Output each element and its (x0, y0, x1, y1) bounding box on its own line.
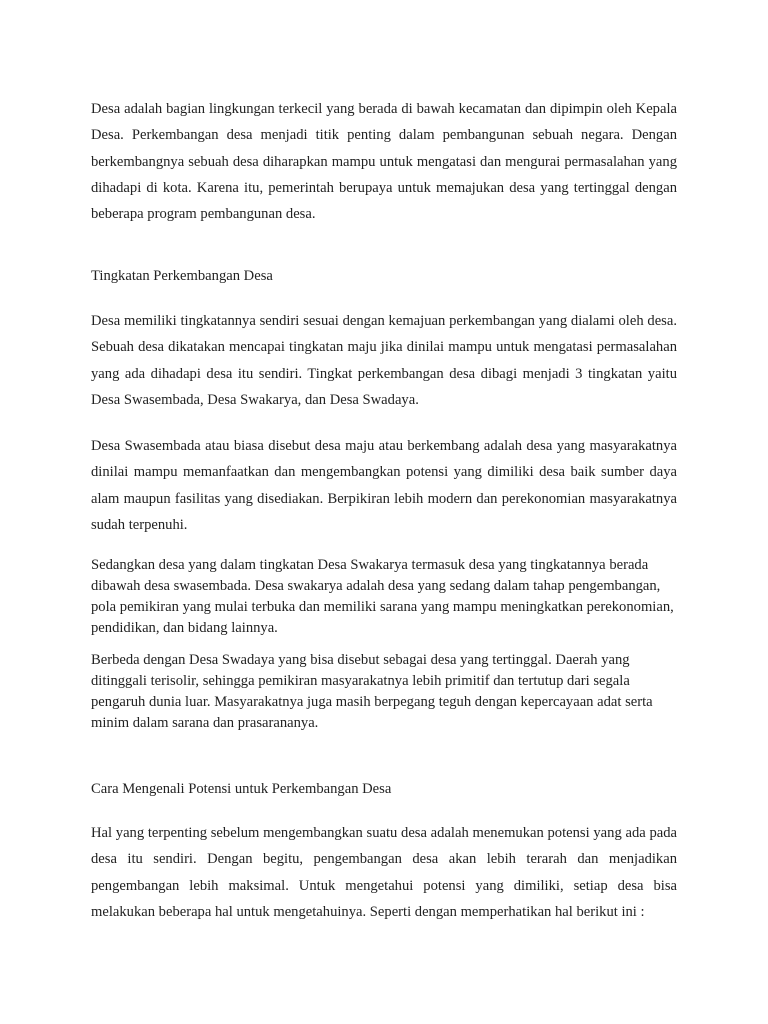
section-heading-cara-mengenali: Cara Mengenali Potensi untuk Perkembangan Desa (91, 781, 392, 797)
section-heading-tingkatan: Tingkatan Perkembangan Desa (91, 268, 273, 284)
paragraph-desa-swasembada: Desa Swasembada atau biasa disebut desa maju atau berkembang adalah desa yang masyarakatnya dinilai mampu memanfaatkan dan mengembangkan potensi yang dimiliki desa baik sumber daya alam maupun fasilitas yang disediakan. Berpikiran lebih modern dan perekonomian masyarakatnya sudah terpenuhi. (91, 438, 677, 533)
intro-paragraph: Desa adalah bagian lingkungan terkecil yang berada di bawah kecamatan dan dipimpin oleh Kepala Desa. Perkembangan desa menjadi titik penting dalam pembangunan sebuah negara. Dengan berkembangnya sebuah desa diharapkan mampu untuk mengatasi dan mengurai permasalahan yang dihadapi di kota. Karena itu, pemerintah berupaya untuk memajukan desa yang tertinggal dengan beberapa program pembangunan desa. (91, 101, 677, 223)
paragraph-tingkatan-overview: Desa memiliki tingkatannya sendiri sesuai dengan kemajuan perkembangan yang dialami oleh desa. Sebuah desa dikatakan mencapai tingkatan maju jika dinilai mampu untuk mengatasi permasalahan yang ada dihadapi desa itu sendiri. Tingkat perkembangan desa dibagi menjadi 3 tingkatan yaitu Desa Swasembada, Desa Swakarya, dan Desa Swadaya. (91, 313, 677, 408)
paragraph-desa-swadaya: Berbeda dengan Desa Swadaya yang bisa disebut sebagai desa yang tertinggal. Daerah yang ditinggali terisolir, sehingga pemikiran masyarakatnya lebih primitif dan tertutup dari segala pengaruh dunia luar. Masyarakatnya juga masih berpegang teguh dengan kepercayaan adat serta minim dalam sarana dan prasarananya. (91, 652, 653, 731)
paragraph-desa-swakarya: Sedangkan desa yang dalam tingkatan Desa Swakarya termasuk desa yang tingkatannya berada dibawah desa swasembada. Desa swakarya adalah desa yang sedang dalam tahap pengembangan, pola pemikiran yang mulai terbuka dan memiliki sarana yang mampu meningkatkan perekonomian, pendidikan, dan bidang lainnya. (91, 557, 674, 636)
paragraph-potensi-desa: Hal yang terpenting sebelum mengembangkan suatu desa adalah menemukan potensi yang ada pada desa itu sendiri. Dengan begitu, pengembangan desa akan lebih terarah dan menjadikan pengembangan lebih maksimal. Untuk mengetahui potensi yang dimiliki, setiap desa bisa melakukan beberapa hal untuk mengetahuinya. Seperti dengan memperhatikan hal berikut ini : (91, 825, 677, 920)
